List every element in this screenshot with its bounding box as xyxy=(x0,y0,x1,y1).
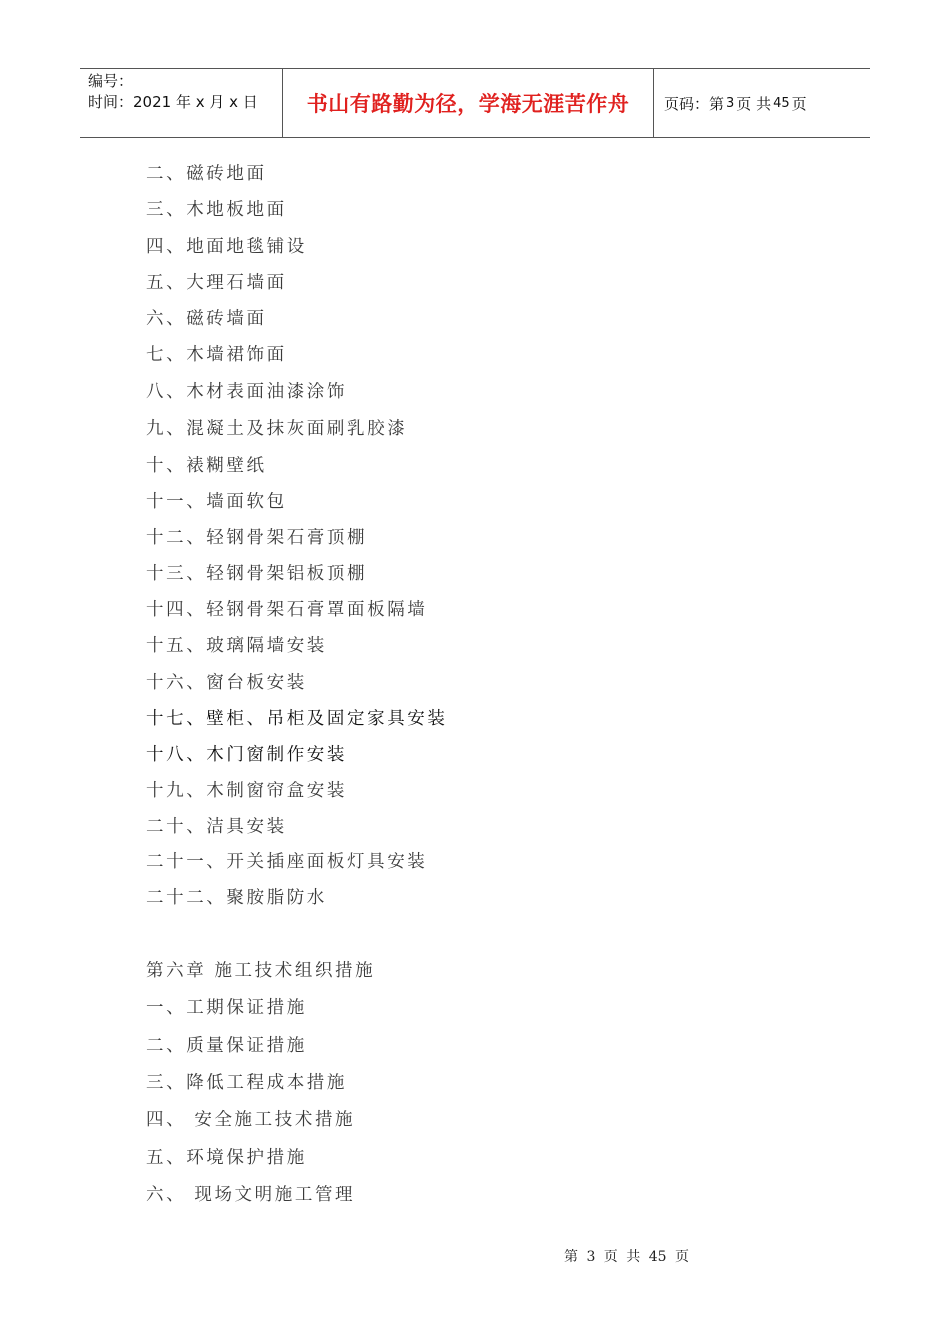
toc-item: 七、木墙裙饰面 xyxy=(146,345,287,365)
toc-item: 八、木材表面油漆涂饰 xyxy=(146,382,347,402)
toc-item: 二十二、聚胺脂防水 xyxy=(146,888,327,908)
toc-item: 五、环境保护措施 xyxy=(146,1148,307,1168)
toc-item: 十一、墙面软包 xyxy=(146,492,287,512)
toc-item: 三、木地板地面 xyxy=(146,200,287,220)
toc-item: 五、大理石墙面 xyxy=(146,273,287,293)
toc-item: 十、裱糊壁纸 xyxy=(146,456,267,476)
toc-item: 六、 现场文明施工管理 xyxy=(146,1185,356,1205)
page-suffix: 页 xyxy=(791,94,807,113)
page-header xyxy=(80,68,870,138)
page-mid: 页 共 xyxy=(736,94,772,113)
toc-item: 九、混凝土及抹灰面刷乳胶漆 xyxy=(146,419,408,439)
page-total: 45 xyxy=(773,95,790,111)
toc-item: 四、 安全施工技术措施 xyxy=(146,1110,356,1130)
document-number-label: 编号： xyxy=(88,72,134,90)
toc-item: 十六、窗台板安装 xyxy=(146,673,307,693)
page-prefix: 页码：第 xyxy=(664,94,725,113)
toc-item: 十二、轻钢骨架石膏顶棚 xyxy=(146,528,368,548)
header-meta xyxy=(80,69,282,137)
toc-item: 十五、玻璃隔墙安装 xyxy=(146,636,327,656)
toc-item: 三、降低工程成本措施 xyxy=(146,1073,347,1093)
toc-item: 十八、木门窗制作安装 xyxy=(146,745,347,765)
header-page-info xyxy=(654,69,870,137)
toc-item: 四、地面地毯铺设 xyxy=(146,237,307,257)
header-motto: 书山有路勤为径，学海无涯苦作舟 xyxy=(282,69,654,137)
toc-item: 二十、洁具安装 xyxy=(146,817,287,837)
toc-item: 六、磁砖墙面 xyxy=(146,309,267,329)
document-date: 时间：2021 年 x 月 x 日 xyxy=(88,93,258,111)
toc-item: 二、磁砖地面 xyxy=(146,164,267,184)
toc-item: 十四、轻钢骨架石膏罩面板隔墙 xyxy=(146,600,428,620)
chapter-heading: 第六章 施工技术组织措施 xyxy=(146,961,376,981)
page-current: 3 xyxy=(726,95,735,111)
toc-item: 二十一、开关插座面板灯具安装 xyxy=(146,852,428,872)
toc-item: 一、工期保证措施 xyxy=(146,998,307,1018)
page-footer: 第 3 页 共 45 页 xyxy=(564,1249,689,1265)
toc-item: 十七、壁柜、吊柜及固定家具安装 xyxy=(146,709,448,729)
toc-item: 十九、木制窗帘盒安装 xyxy=(146,781,347,801)
toc-item: 十三、轻钢骨架铝板顶棚 xyxy=(146,564,368,584)
toc-item: 二、质量保证措施 xyxy=(146,1036,307,1056)
